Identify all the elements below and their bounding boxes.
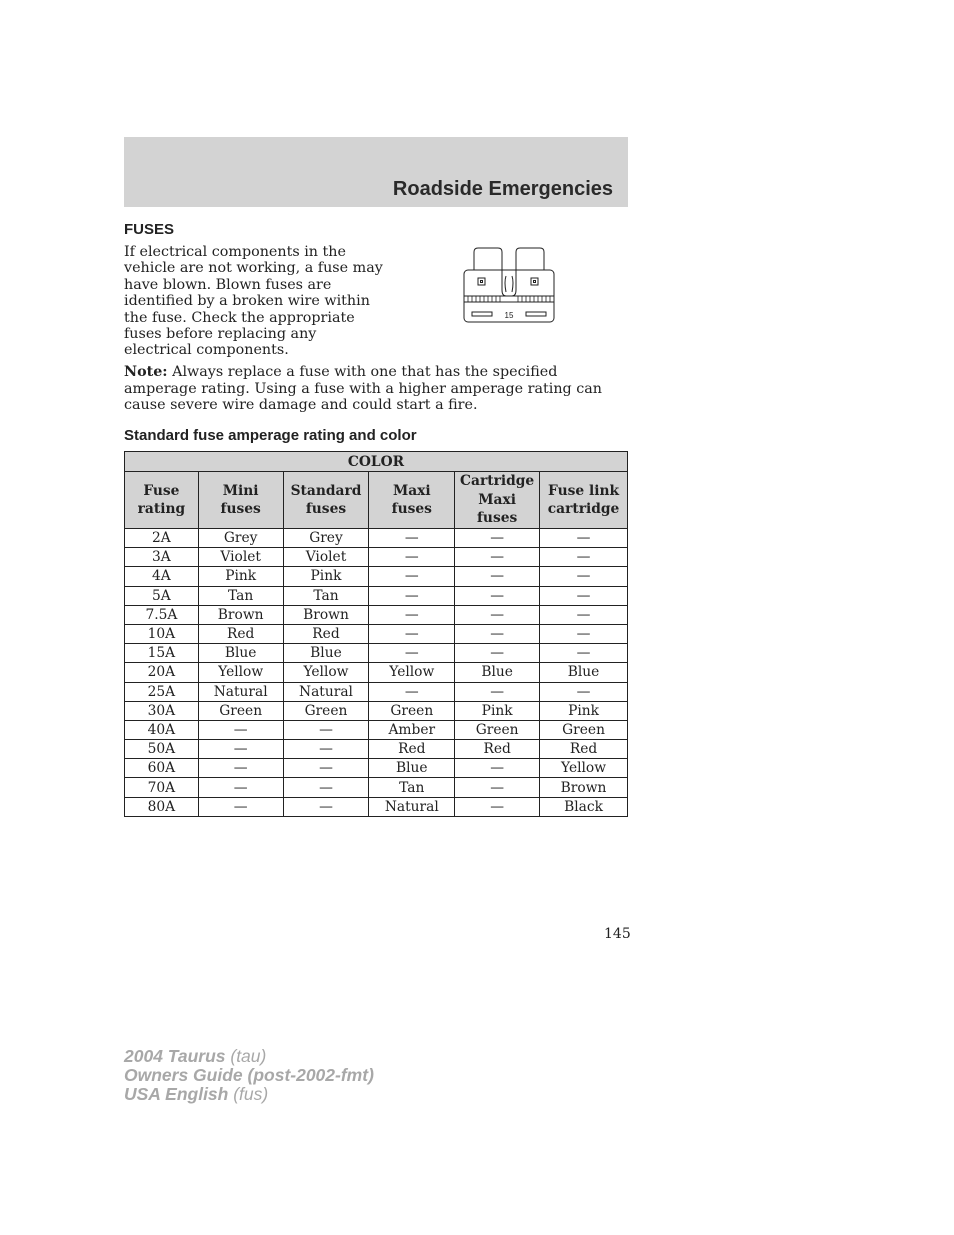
fuse-color-cell: Brown	[283, 605, 369, 624]
fuse-color-cell: —	[455, 644, 540, 663]
fuse-color-cell: Pink	[198, 567, 283, 586]
fuse-color-table	[124, 451, 628, 817]
column-header-line: Mini	[222, 482, 259, 499]
fuse-color-cell: Blue	[283, 644, 369, 663]
section-header-band	[124, 137, 628, 207]
fuse-color-cell: —	[369, 644, 455, 663]
fuse-rating-label: 15	[504, 311, 514, 320]
fuse-color-cell: —	[540, 529, 628, 548]
fuse-color-cell: Yellow	[283, 663, 369, 682]
fuse-rating-cell: 3A	[125, 548, 199, 567]
fuse-rating-cell: 60A	[125, 759, 199, 778]
fuse-color-cell: —	[455, 567, 540, 586]
table-row	[125, 624, 628, 643]
fuse-color-cell: Red	[198, 624, 283, 643]
table-row	[125, 797, 628, 816]
column-header-line: Standard	[290, 482, 362, 499]
fuse-color-cell: Blue	[455, 663, 540, 682]
fuse-color-cell: Red	[283, 624, 369, 643]
fuse-color-cell: Red	[369, 740, 455, 759]
table-row	[125, 605, 628, 624]
column-header-line: Cartridge	[460, 473, 535, 490]
fuse-rating-cell: 5A	[125, 586, 199, 605]
fuse-color-cell: Green	[283, 701, 369, 720]
table-row	[125, 586, 628, 605]
column-header-line: Maxi	[478, 491, 516, 508]
fuse-color-cell: Red	[455, 740, 540, 759]
fuse-color-cell: Pink	[455, 701, 540, 720]
fuse-color-cell: —	[369, 624, 455, 643]
fuse-color-cell: —	[455, 624, 540, 643]
table-row	[125, 548, 628, 567]
fuse-color-cell: —	[198, 759, 283, 778]
fuse-color-cell: Brown	[198, 605, 283, 624]
fuse-rating-cell: 50A	[125, 740, 199, 759]
color-group-header: COLOR	[125, 452, 628, 472]
fuse-color-cell: —	[540, 548, 628, 567]
column-header-line: fuses	[220, 501, 261, 517]
footer-language: USA English	[124, 1084, 229, 1104]
fuse-rating-cell: 4A	[125, 567, 199, 586]
fuse-rating-cell: 7.5A	[125, 605, 199, 624]
fuse-rating-cell: 15A	[125, 644, 199, 663]
blade-fuse-icon	[462, 246, 556, 326]
fuse-color-cell: —	[283, 778, 369, 797]
fuse-rating-cell: 2A	[125, 529, 199, 548]
column-header	[369, 472, 455, 529]
footer-model: 2004 Taurus	[124, 1046, 226, 1066]
table-row	[125, 720, 628, 739]
fuse-color-cell: —	[540, 644, 628, 663]
fuse-color-cell: Amber	[369, 720, 455, 739]
column-header-line: fuses	[391, 501, 432, 517]
footer-model-code: (tau)	[225, 1046, 267, 1066]
fuse-color-cell: —	[540, 624, 628, 643]
fuse-color-cell: —	[455, 682, 540, 701]
column-header	[283, 472, 369, 529]
table-row	[125, 778, 628, 797]
table-row	[125, 644, 628, 663]
table-row	[125, 529, 628, 548]
note-paragraph	[124, 364, 628, 414]
fuse-color-cell: Natural	[369, 797, 455, 816]
fuse-color-cell: —	[540, 567, 628, 586]
column-header-line: Fuse link	[548, 482, 620, 499]
fuse-color-cell: Tan	[283, 586, 369, 605]
fuse-color-cell: —	[540, 605, 628, 624]
column-header-line: Fuse	[143, 482, 180, 499]
fuse-color-cell: Blue	[369, 759, 455, 778]
fuse-rating-cell: 25A	[125, 682, 199, 701]
table-row	[125, 663, 628, 682]
fuse-color-cell: Green	[198, 701, 283, 720]
intro-paragraph: If electrical components in the vehicle are not working, a fuse may have blown. Blown fuses are identified by a broken wire within the fuse. Check the appropriate fuses before replacing any electrical components.	[124, 244, 383, 359]
page-number: 145	[604, 926, 631, 942]
fuse-color-cell: Black	[540, 797, 628, 816]
fuse-color-cell: —	[455, 778, 540, 797]
fuse-color-cell: —	[369, 529, 455, 548]
fuse-color-cell: Pink	[283, 567, 369, 586]
column-header-line: Maxi	[392, 482, 431, 499]
fuse-color-cell: —	[198, 720, 283, 739]
fuse-color-cell: —	[283, 720, 369, 739]
section-header-title: Roadside Emergencies	[392, 178, 613, 200]
column-header-line: fuses	[476, 510, 518, 527]
fuse-color-cell: Blue	[540, 663, 628, 682]
column-header	[540, 472, 628, 529]
fuse-color-cell: Green	[455, 720, 540, 739]
column-header-line: cartridge	[547, 501, 620, 517]
fuse-color-cell: Green	[540, 720, 628, 739]
fuse-color-cell: —	[455, 586, 540, 605]
fuse-rating-cell: 20A	[125, 663, 199, 682]
fuse-color-cell: —	[369, 605, 455, 624]
footer-guide: Owners Guide (post-2002-fmt)	[124, 1065, 374, 1085]
fuse-color-cell: —	[369, 548, 455, 567]
column-header	[125, 472, 199, 529]
fuse-color-cell: Natural	[283, 682, 369, 701]
fuse-rating-cell: 10A	[125, 624, 199, 643]
fuse-color-cell: —	[369, 682, 455, 701]
fuse-color-cell: Violet	[198, 548, 283, 567]
table-row	[125, 682, 628, 701]
table-row	[125, 567, 628, 586]
table-row	[125, 740, 628, 759]
fuse-color-cell: —	[369, 586, 455, 605]
fuse-color-cell: —	[283, 740, 369, 759]
fuse-color-cell: Tan	[198, 586, 283, 605]
column-header	[198, 472, 283, 529]
note-label: Note:	[124, 364, 168, 380]
table-row	[125, 759, 628, 778]
fuse-color-cell: Tan	[369, 778, 455, 797]
fuses-heading: FUSES	[124, 221, 175, 238]
note-text: Always replace a fuse with one that has the specified amperage rating. Using a fuse with a higher amperage rating can cause severe wire damage and could start a fire.	[124, 364, 602, 414]
fuse-rating-cell: 40A	[125, 720, 199, 739]
fuse-color-cell: Violet	[283, 548, 369, 567]
fuse-color-cell: Yellow	[540, 759, 628, 778]
fuse-color-cell: Red	[540, 740, 628, 759]
fuse-rating-cell: 30A	[125, 701, 199, 720]
table-row	[125, 701, 628, 720]
fuse-color-cell: —	[198, 740, 283, 759]
fuse-color-cell: Green	[369, 701, 455, 720]
fuse-color-cell: —	[198, 797, 283, 816]
fuse-color-cell: —	[369, 567, 455, 586]
fuse-rating-cell: 70A	[125, 778, 199, 797]
fuse-color-cell: —	[540, 586, 628, 605]
fuse-color-cell: Yellow	[198, 663, 283, 682]
fuse-color-cell: Natural	[198, 682, 283, 701]
column-header-line: rating	[137, 501, 186, 517]
fuse-color-cell: Blue	[198, 644, 283, 663]
column-header-line: fuses	[305, 501, 347, 517]
fuse-color-cell: —	[198, 778, 283, 797]
footer-language-code: (fus)	[228, 1084, 269, 1104]
column-header	[455, 472, 540, 529]
fuse-color-cell: Brown	[540, 778, 628, 797]
fuse-color-cell: —	[283, 797, 369, 816]
fuse-color-cell: —	[455, 529, 540, 548]
document-footer	[124, 1047, 374, 1104]
fuse-color-cell: —	[283, 759, 369, 778]
fuse-color-cell: Grey	[283, 529, 369, 548]
table-title: Standard fuse amperage rating and color	[124, 427, 417, 444]
fuse-color-cell: —	[540, 682, 628, 701]
fuse-color-cell: —	[455, 797, 540, 816]
fuse-color-cell: —	[455, 548, 540, 567]
fuse-color-cell: —	[455, 605, 540, 624]
fuse-color-cell: Pink	[540, 701, 628, 720]
fuse-color-cell: Yellow	[369, 663, 455, 682]
fuse-color-cell: —	[455, 759, 540, 778]
fuse-color-cell: Grey	[198, 529, 283, 548]
fuse-rating-cell: 80A	[125, 797, 199, 816]
